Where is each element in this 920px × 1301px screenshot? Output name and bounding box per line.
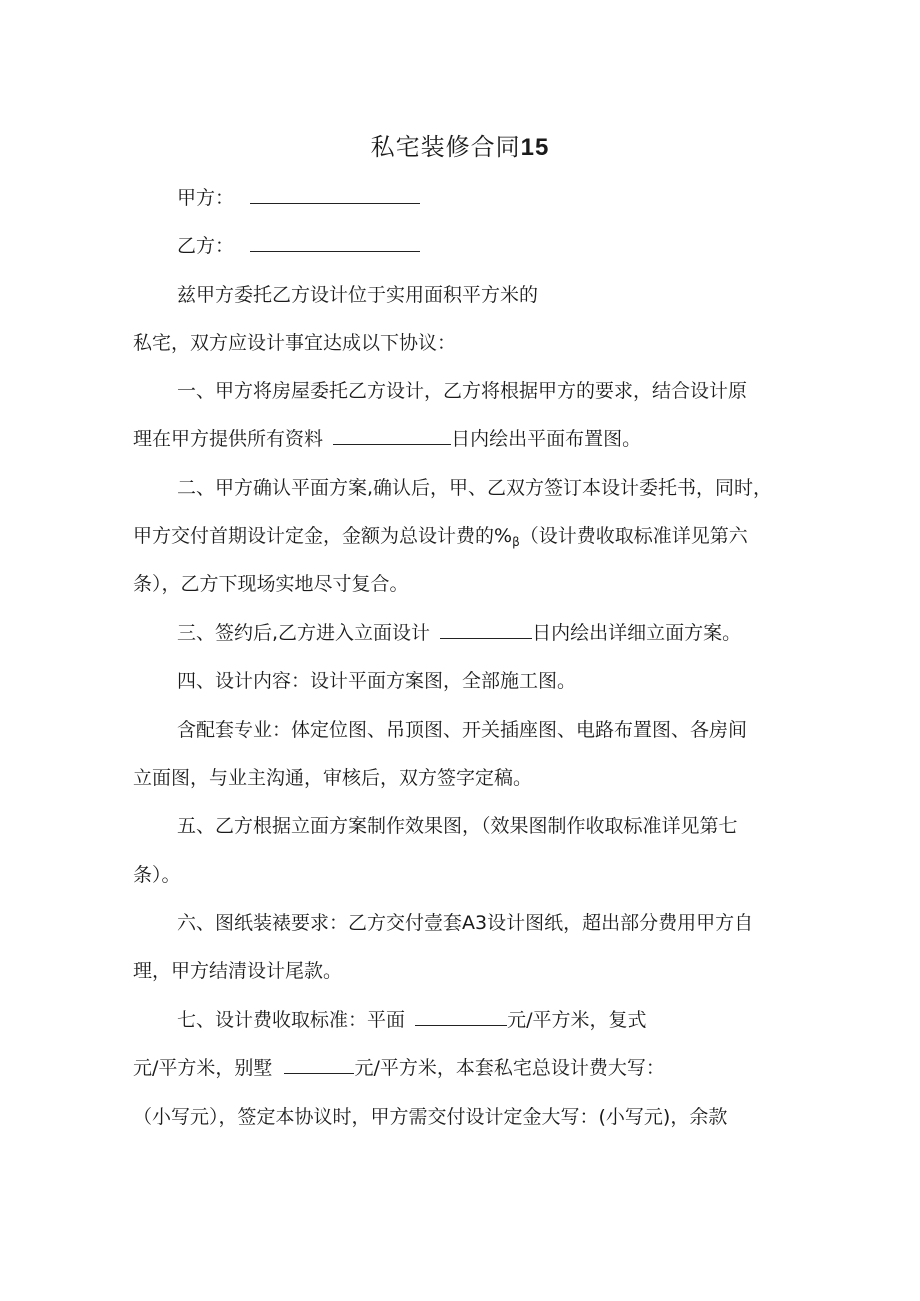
clause-7-line-3: （小写元），签定本协议时，甲方需交付设计定金大写：(小写元)，余款 xyxy=(133,1106,728,1128)
party-b-blank[interactable] xyxy=(250,233,420,252)
party-a-label: 甲方： xyxy=(177,187,235,209)
flat-price-blank[interactable] xyxy=(415,1007,507,1026)
clause-7-text-d: 元/平方米，本套私宅总设计费大写： xyxy=(354,1057,665,1079)
clause-6-line-1: 六、图纸装裱要求：乙方交付壹套A3设计图纸，超出部分费用甲方自 xyxy=(177,912,754,934)
clause-2-line-3: 条），乙方下现场实地尽寸复合。 xyxy=(133,573,409,595)
clause-1-text-b: 日内绘出平面布置图。 xyxy=(451,428,642,450)
clause-4-line-2: 含配套专业：体定位图、吊顶图、开关插座图、电路布置图、各房间 xyxy=(177,719,748,741)
title-text: 私宅装修合同 xyxy=(370,133,521,161)
clause-3-days-blank[interactable] xyxy=(440,620,532,639)
intro-line-2: 私宅，双方应设计事宜达成以下协议： xyxy=(133,332,457,354)
clause-6-line-2: 理，甲方结清设计尾款。 xyxy=(133,960,343,982)
clause-4-line-3: 立面图，与业主沟通，审核后，双方签字定稿。 xyxy=(133,767,533,789)
clause-1-text-a: 理在甲方提供所有资料 xyxy=(133,428,324,450)
clause-7-text-a: 七、设计费收取标准：平面 xyxy=(177,1009,406,1031)
clause-7-line-2 xyxy=(133,1054,665,1082)
page-title xyxy=(0,127,920,162)
clause-2-line-1: 二、甲方确认平面方案,确认后，甲、乙双方签订本设计委托书，同时， xyxy=(177,477,773,499)
clause-1-days-blank[interactable] xyxy=(333,426,451,445)
clause-7-text-b: 元/平方米，复式 xyxy=(507,1009,647,1031)
party-b-line xyxy=(177,232,420,260)
clause-3-text-a: 三、签约后,乙方进入立面设计 xyxy=(177,622,431,644)
clause-5-line-1: 五、乙方根据立面方案制作效果图，（效果图制作收取标准详见第七 xyxy=(177,815,738,837)
title-number: 15 xyxy=(520,134,550,161)
clause-2-subscript: β xyxy=(512,535,520,549)
clause-1-line-1: 一、甲方将房屋委托乙方设计，乙方将根据甲方的要求，结合设计原 xyxy=(177,380,748,402)
clause-1-line-2 xyxy=(133,425,641,453)
clause-5-line-2: 条）。 xyxy=(133,864,181,886)
clause-7-line-1 xyxy=(177,1006,646,1034)
clause-3-line xyxy=(177,619,741,647)
clause-4-line-1: 四、设计内容：设计平面方案图，全部施工图。 xyxy=(177,670,577,692)
party-b-label: 乙方： xyxy=(177,235,235,257)
clause-2-line-2 xyxy=(133,522,748,556)
party-a-blank[interactable] xyxy=(250,185,420,204)
villa-price-blank[interactable] xyxy=(284,1055,354,1074)
clause-3-text-b: 日内绘出详细立面方案。 xyxy=(532,622,742,644)
clause-2-text-a: 甲方交付首期设计定金，金额为总设计费的% xyxy=(133,525,513,547)
party-a-line xyxy=(177,184,420,212)
clause-7-text-c: 元/平方米，别墅 xyxy=(133,1057,273,1079)
intro-line-1: 兹甲方委托乙方设计位于实用面积平方米的 xyxy=(177,284,539,306)
clause-2-text-b: （设计费收取标准详见第六 xyxy=(519,525,748,547)
